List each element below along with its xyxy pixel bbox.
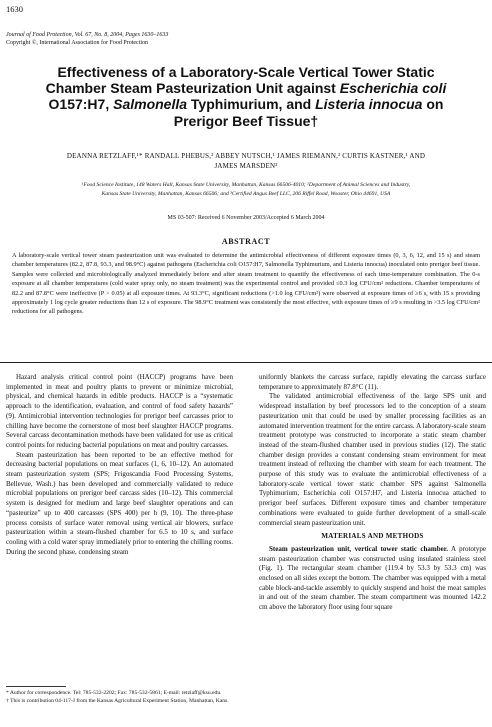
title-segment: O157:H7,: [48, 96, 114, 113]
title-line-1: Effectiveness of a Laboratory-Scale Vertical Tower Static: [57, 64, 435, 80]
article-title: [20, 64, 472, 129]
title-segment: on: [422, 96, 444, 113]
intro-paragraph-4: The validated antimicrobial effectiveness of the large SPS unit and widespread installation by beef processors led to the conception of a steam pasteurization unit that could be used by smaller processing facilities as an automated intervention treatment for the entire carcass. A laboratory-scale steam treatment prototype was constructed to incorporate a static steam chamber instead of the steam-flushed chamber used in previous studies (12). The static chamber design provides a constant condensing steam environment for meat treatment instead of refluxing the chamber with steam for each treatment. The purpose of this study was to evaluate the antimicrobial effectiveness of a laboratory-scale vertical tower static chamber SPS against Salmonella Typhimurium, Escherichia coli O157:H7, and Listeria innocua attached to prerigor beef surfaces. Different exposure times and chamber temperature combinations were evaluated to guide further development of a small-scale commercial steam pasteurization unit.: [259, 392, 486, 527]
page-number: 1630: [6, 4, 23, 14]
abstract-heading: ABSTRACT: [221, 237, 271, 246]
authors-line-1: DEANNA RETZLAFF,¹* RANDALL PHEBUS,² ABBEY NUTSCH,¹ JAMES RIEMANN,³ CURTIS KASTNER,¹ AND: [66, 152, 426, 160]
methods-heading: MATERIALS AND METHODS: [321, 532, 424, 541]
title-segment: Chamber Steam Pasteurization Unit against: [45, 80, 340, 97]
abstract-text: A laboratory-scale vertical tower steam pasteurization unit was evaluated to determine the antimicrobial effectiveness of different exposure times (0, 3, 6, 12, and 15 s) and steam chamber temperatures (82.2, 87.8, 93.3, and 98.9°C) against pathogens (Escherichia coli O157:H7, Salmonella Typhimurium, and Listeria innocua) inoculated onto prerigor beef tissue. Samples were collected and microbiologically analyzed immediately before and after steam treatment to quantify the effectiveness of each time-temperature combination. The 0-s exposure at all chamber temperatures (cold water spray only, no steam treatment) was the experimental control and provided ≤0.3 log CFU/cm² reductions. Chamber temperatures of 82.2 and 87.8°C were ineffective (P > 0.05) at all exposure times. At 93.3°C, significant reductions (>1.0 log CFU/cm²) were observed at exposure times of ≥6 s, with 15 s providing approximately 1 log cycle greater reductions than 12 s of exposure. The 98.9°C treatment was consistently the most effective, with exposure times of ≥9 s resulting in >3.5 log CFU/cm² reductions for all pathogens.: [12, 252, 480, 316]
title-organism: Listeria innocua: [315, 96, 423, 113]
affiliation-line-2: Kansas State University, Manhattan, Kansas 66506; and ³Certified Angus Beef LLC, 206 Riffel Road, Wooster, Ohio 44691, USA: [101, 190, 391, 197]
intro-paragraph-3: uniformly blankets the carcass surface, rapidly elevating the carcass surface temperature to approximately 87.8°C (11).: [259, 373, 486, 391]
footnote-divider: [6, 686, 66, 687]
journal-header: [6, 32, 168, 47]
footnotes: [6, 690, 233, 705]
title-line-4: Prerigor Beef Tissue†: [173, 112, 319, 129]
title-line-3: [20, 96, 472, 112]
journal-citation: Journal of Food Protection, Vol. 67, No. 8, 2004, Pages 1630–1633: [6, 32, 169, 38]
footnote-contribution: † This is contribution 04-117-J from the Kansas Agricultural Experiment Station, Manhattan, Kans.: [6, 697, 229, 704]
intro-paragraph-2: Steam pasteurization has been reported to be an effective method for decreasing bacterial populations on meat surfaces (1, 6, 10–12). An automated steam pasteurization system (SPS; Frigoscandia Food Processing Systems, Bellevue, Wash.) has been developed and commercially validated to reduce microbial populations on prerigor beef carcass sides (10–12). This commercial system is designed for medium and large beef slaughter operations and can “pasteurize” up to 400 carcasses (SPS 400) per h (9, 10). The three-phase process consists of surface water removal using vertical air blowers, surface pasteurization within a steam-flushed chamber for 6.5 to 10 s, and surface cooling with a cold water spray immediately prior to entering the chilling rooms. During the second phase, condensing steam: [6, 450, 233, 556]
title-organism: Escherichia coli: [339, 80, 447, 97]
authors-line-2: JAMES MARSDEN²: [214, 162, 278, 170]
title-organism: Salmonella: [113, 96, 188, 113]
title-line-2: [20, 80, 472, 96]
copyright-line: Copyright ©, International Association for Food Protection: [6, 39, 149, 46]
section-divider: [0, 362, 492, 363]
methods-subheading: Steam pasteurization unit, vertical tower static chamber.: [269, 544, 448, 553]
methods-text: A prototype steam pasteurization chamber was constructed using insulated stainless steel (Fig. 1). The rectangular steam chamber (119.4 by 53.3 by 53.3 cm) was enclosed on all sides except the bottom. The chamber was equipped with a metal cable block-and-tackle assembly to quickly suspend and hoist the meat samples in and out of the steam chamber. The steam compartment was mounted 142.2 cm above the laboratory floor using four square: [259, 544, 486, 612]
title-segment: Typhimurium, and: [187, 96, 316, 113]
intro-paragraph-1: Hazard analysis critical control point (HACCP) programs have been implemented in meat and poultry plants to prevent or minimize microbial, physical, and chemical hazards in edible products. HACCP is a “systematic approach to the identification, evaluation, and control of food safety hazards” (9). Antimicrobial intervention technologies for prerigor beef carcasses prior to chilling have become the cornerstone of most beef slaughter HACCP programs. Several carcass decontamination methods have been validated for use as critical control points for reducing bacterial populations on meat and poultry carcasses.: [6, 373, 233, 449]
author-list: [10, 151, 482, 171]
manuscript-info: MS 03-507: Received 6 November 2003/Accepted 6 March 2004: [167, 215, 325, 221]
left-column: [6, 373, 233, 557]
methods-paragraph-1: [259, 545, 486, 613]
affiliations: [10, 181, 482, 198]
affiliation-line-1: ¹Food Science Institute, 148 Waters Hall, Kansas State University, Manhattan, Kansas 66506-4010; ²Department of Animal Sciences and Industry,: [81, 182, 411, 188]
footnote-correspondence: * Author for correspondence. Tel: 785-532-2202; Fax: 785-532-5861; E-mail: retzlaff@ksu.edu.: [6, 690, 222, 696]
right-column: [259, 373, 486, 613]
